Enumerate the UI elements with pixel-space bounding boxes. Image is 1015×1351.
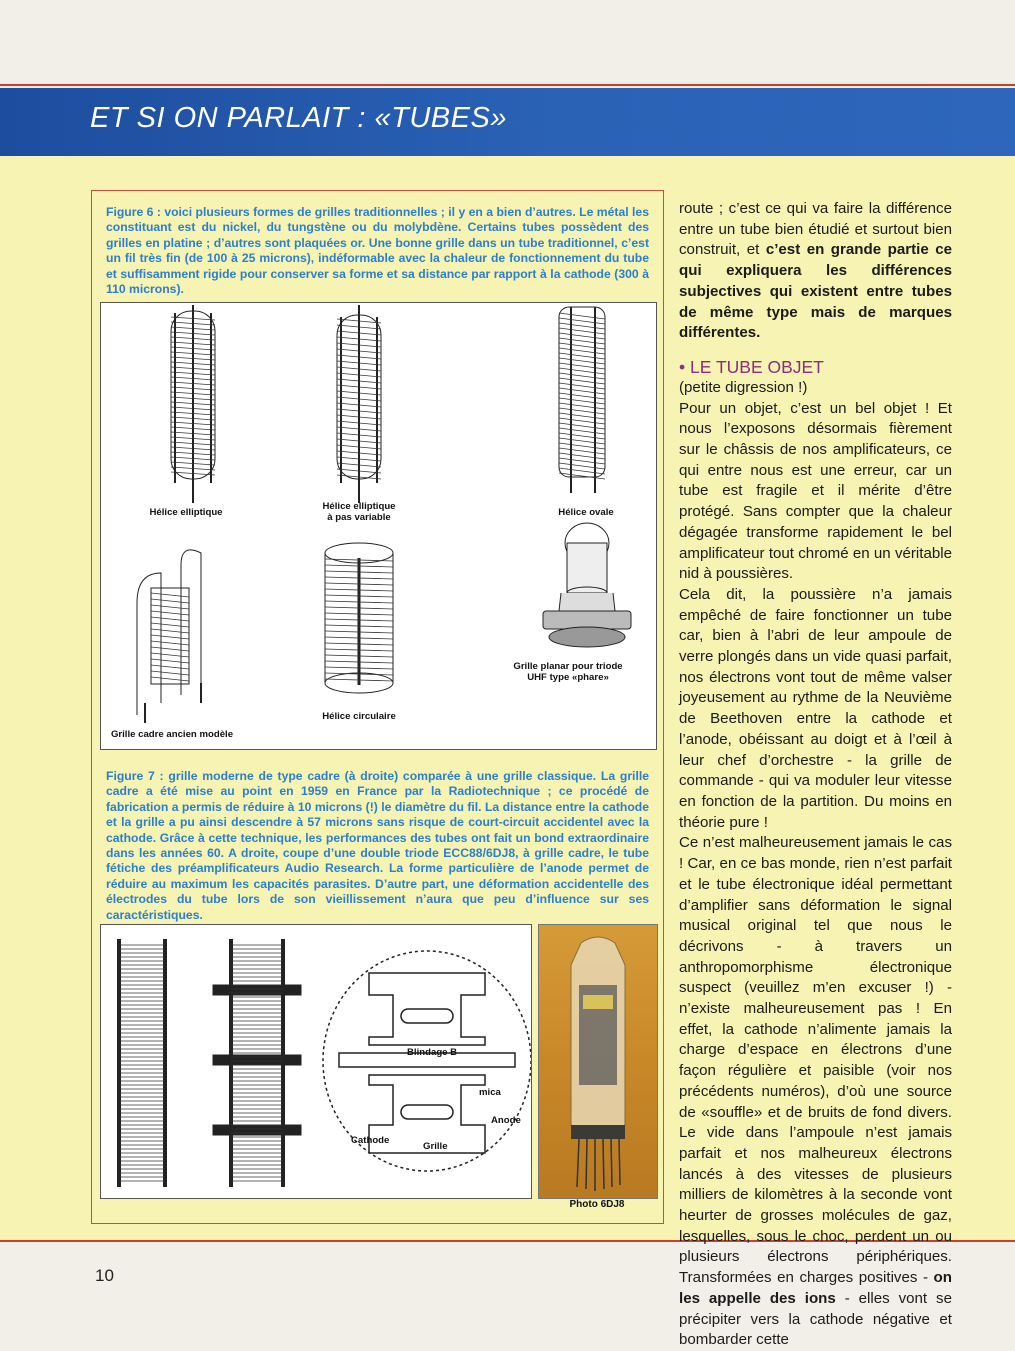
- grid-wire: [151, 593, 189, 597]
- grid-wire: [559, 328, 605, 334]
- text-run: - elles vont se précipiter vers la cathode négative et bombarder cette: [679, 1289, 952, 1349]
- grid-wire: [559, 393, 605, 399]
- frame-grid-comparison-drawing: [101, 925, 531, 1198]
- grid-wire: [559, 413, 605, 419]
- figure6-illustration: [100, 302, 657, 750]
- grid-wire: [151, 599, 189, 603]
- label-line-1: Grille planar pour triode: [513, 661, 623, 672]
- top-rule: [0, 84, 1015, 86]
- grid-wire: [559, 428, 605, 434]
- label-helice-ovale: Hélice ovale: [558, 507, 614, 518]
- paragraph-jamais-le-cas: [679, 833, 952, 1351]
- grid-wire: [559, 408, 605, 414]
- grid-wire: [559, 418, 605, 424]
- grid-wire: [151, 647, 189, 651]
- vacuum-tube-image: [539, 925, 657, 1198]
- label-grille-planar: [493, 661, 643, 683]
- section-heading: • LE TUBE OBJET: [679, 356, 824, 377]
- grid-wire: [559, 378, 605, 384]
- grid-wire: [559, 318, 605, 324]
- label-helice-elliptique: Hélice elliptique: [149, 507, 223, 518]
- photo-caption: Photo 6DJ8: [569, 1199, 625, 1210]
- grid-wire: [151, 641, 189, 645]
- planar-grid-drawing: [543, 523, 631, 647]
- label-mica: mica: [479, 1087, 501, 1098]
- grid-wire: [151, 617, 189, 621]
- label-line-2: UHF type «phare»: [527, 672, 609, 683]
- grid-wire: [559, 463, 605, 469]
- page-title: ET SI ON PARLAIT : «TUBES»: [90, 102, 507, 134]
- grid-wire: [559, 403, 605, 409]
- paragraph-route: [679, 199, 952, 344]
- grid-wire: [559, 363, 605, 369]
- label-line-2: à pas variable: [327, 512, 391, 523]
- label-anode: Anode: [491, 1115, 521, 1126]
- grid-wire: [151, 629, 189, 633]
- grid-wire: [559, 383, 605, 389]
- label-cathode: Cathode: [351, 1135, 390, 1146]
- grid-wire: [559, 473, 605, 479]
- grid-wire: [559, 453, 605, 459]
- grid-wire: [559, 368, 605, 374]
- grid-wire: [559, 448, 605, 454]
- frame-grid-drawing: [213, 939, 301, 1187]
- grid-wire: [151, 605, 189, 609]
- grid-wire: [559, 358, 605, 364]
- bold-text-run: on les appelle des ions: [679, 1269, 952, 1307]
- figure-box: [91, 190, 664, 1224]
- grid-wire: [151, 635, 189, 639]
- grid-wire: [559, 348, 605, 354]
- label-helice-circulaire: Hélice circulaire: [322, 711, 396, 722]
- label-line-1: Hélice elliptique: [322, 501, 396, 512]
- grid-wire: [559, 323, 605, 329]
- grid-wire: [559, 423, 605, 429]
- label-blindage: Blindage B: [407, 1047, 458, 1058]
- oval-helix-drawing: [559, 307, 605, 493]
- paragraph-poussiere: Cela dit, la poussière n’a jamais empêché de faire fonctionner un tube car, bien à l’abri de leur ampoule de verre plongés dans un vide quasi parfait, nos électrons vont tout de même valser joyeusement au rythme de la Neuvième de Beethoven entre la cathode et l’anode, obéissant au doigt et à l’œil à leur chef d’orchestre - la grille de commande - qui va moduler leur vitesse en fonction de la partition. Du moins en théorie pure !: [679, 585, 952, 831]
- grid-wire: [559, 343, 605, 349]
- grid-wire: [559, 353, 605, 359]
- old-frame-grid-drawing: [137, 550, 201, 723]
- grid-wire: [151, 611, 189, 615]
- grid-wire: [559, 313, 605, 319]
- figure6-caption: Figure 6 : voici plusieurs formes de grilles traditionnelles ; il y en a bien d’autres. Le métal les constituant est du nickel, du tungstène ou du molybdène. Certains tubes possèdent des grilles en platine ; d’autres sont plaquées or. Une bonne grille dans un tube traditionnel, c’est un fil très fin (de 100 à 25 microns), indéformable avec la chaleur de fonctionnement du tube et suffisamment rigide pour conserver sa forme et sa distance par rapport à la cathode (300 à 110 microns).: [106, 205, 649, 297]
- grid-wire: [559, 438, 605, 444]
- classic-grid-drawing: [119, 939, 165, 1187]
- article-text-column: [679, 199, 952, 1351]
- label-helice-elliptique-pas-variable: [301, 501, 417, 523]
- label-grille: Grille: [423, 1141, 448, 1152]
- text-run: Ce n’est malheureusement jamais le cas ! Car, en ce bas monde, rien n’est parfait et le tube électronique idéal permettant d’amplifier sans déformation le signal musical original tel que nous le décrivons - à travers un anthropomorphisme électronique suspect (veuillez m’en excuser !) - n’existe malheureusement pas ! En effet, la cathode n’alimente jamais la charge d’espace en électrons d’une façon régulière et paisible (voir nos précédents numéros), d’où une source de «souffle» et de bruits de fond divers. Le vide dans l’ampoule n’est jamais parfait et nos malheureux électrons lancés à des vitesses de plusieurs milliers de kilomètres à la seconde vont heurter de grosses molécules de gaz, lesquelles, sous le choc, perdent un ou plusieurs électrons périphériques. Transformées en charges positives -: [679, 834, 952, 1287]
- grid-wire: [151, 659, 189, 663]
- grid-wire: [559, 433, 605, 439]
- grid-wire: [559, 388, 605, 394]
- grid-wire: [559, 338, 605, 344]
- header-banner: [0, 88, 1015, 156]
- figure7-caption: Figure 7 : grille moderne de type cadre (à droite) comparée à une grille classique. La grille cadre a été mise au point en 1959 en France par la Radiotechnique ; ce procédé de fabrication a permis de réduire à 10 microns (!) le diamètre du fil. La distance entre la cathode et la grille a pu ainsi descendre à 57 microns sans risque de court-circuit accidentel avec la cathode. Grâce à cette technique, les performances des tubes ont fait un bond extraordinaire dans les années 60. A droite, coupe d’une double triode ECC88/6DJ8, à grille cadre, le tube fétiche des préamplificateurs Audio Research. La forme particulière de l’anode permet de réduire au maximum les capacités parasites. D’autre part, une déformation accidentelle des électrodes du tube lors de son vieillissement n’aura que peu d’influence sur ses caractéristiques.: [106, 769, 649, 922]
- grid-wire: [151, 677, 189, 681]
- label-grille-cadre: Grille cadre ancien modèle: [110, 729, 234, 740]
- page-number: 10: [95, 1266, 114, 1285]
- grid-wire: [151, 623, 189, 627]
- paragraph-digression: (petite digression !): [679, 378, 808, 396]
- grid-wire: [151, 671, 189, 675]
- grid-wire: [151, 653, 189, 657]
- grid-wire: [559, 398, 605, 404]
- grid-wire: [559, 333, 605, 339]
- bold-text-run: c’est en grande partie ce qui expliquera les différences subjectives qui existent entre tubes de même type mais de marques différentes.: [679, 241, 952, 342]
- grid-wire: [151, 665, 189, 669]
- grid-wire: [559, 373, 605, 379]
- figure7-illustration: [100, 924, 532, 1199]
- grid-wire: [559, 468, 605, 474]
- grid-wire: [559, 443, 605, 449]
- tube-6dj8-photo: [538, 924, 658, 1199]
- text-run: route ; c’est ce qui va faire la différence entre un tube bien étudié et surtout bien construit, et: [679, 200, 952, 259]
- paragraph-bel-objet: Pour un objet, c’est un bel objet ! Et nous l’exposons désormais fièrement sur le châssis de nos amplificateurs, ce qui entre nous est une erreur, car un tube est fragile et il mérite d’être protégé. Sans compter que la chaleur dégagée transforme rapidement le bel amplificateur tout chromé en un véritable nid à poussières.: [679, 399, 952, 583]
- grid-wire: [559, 458, 605, 464]
